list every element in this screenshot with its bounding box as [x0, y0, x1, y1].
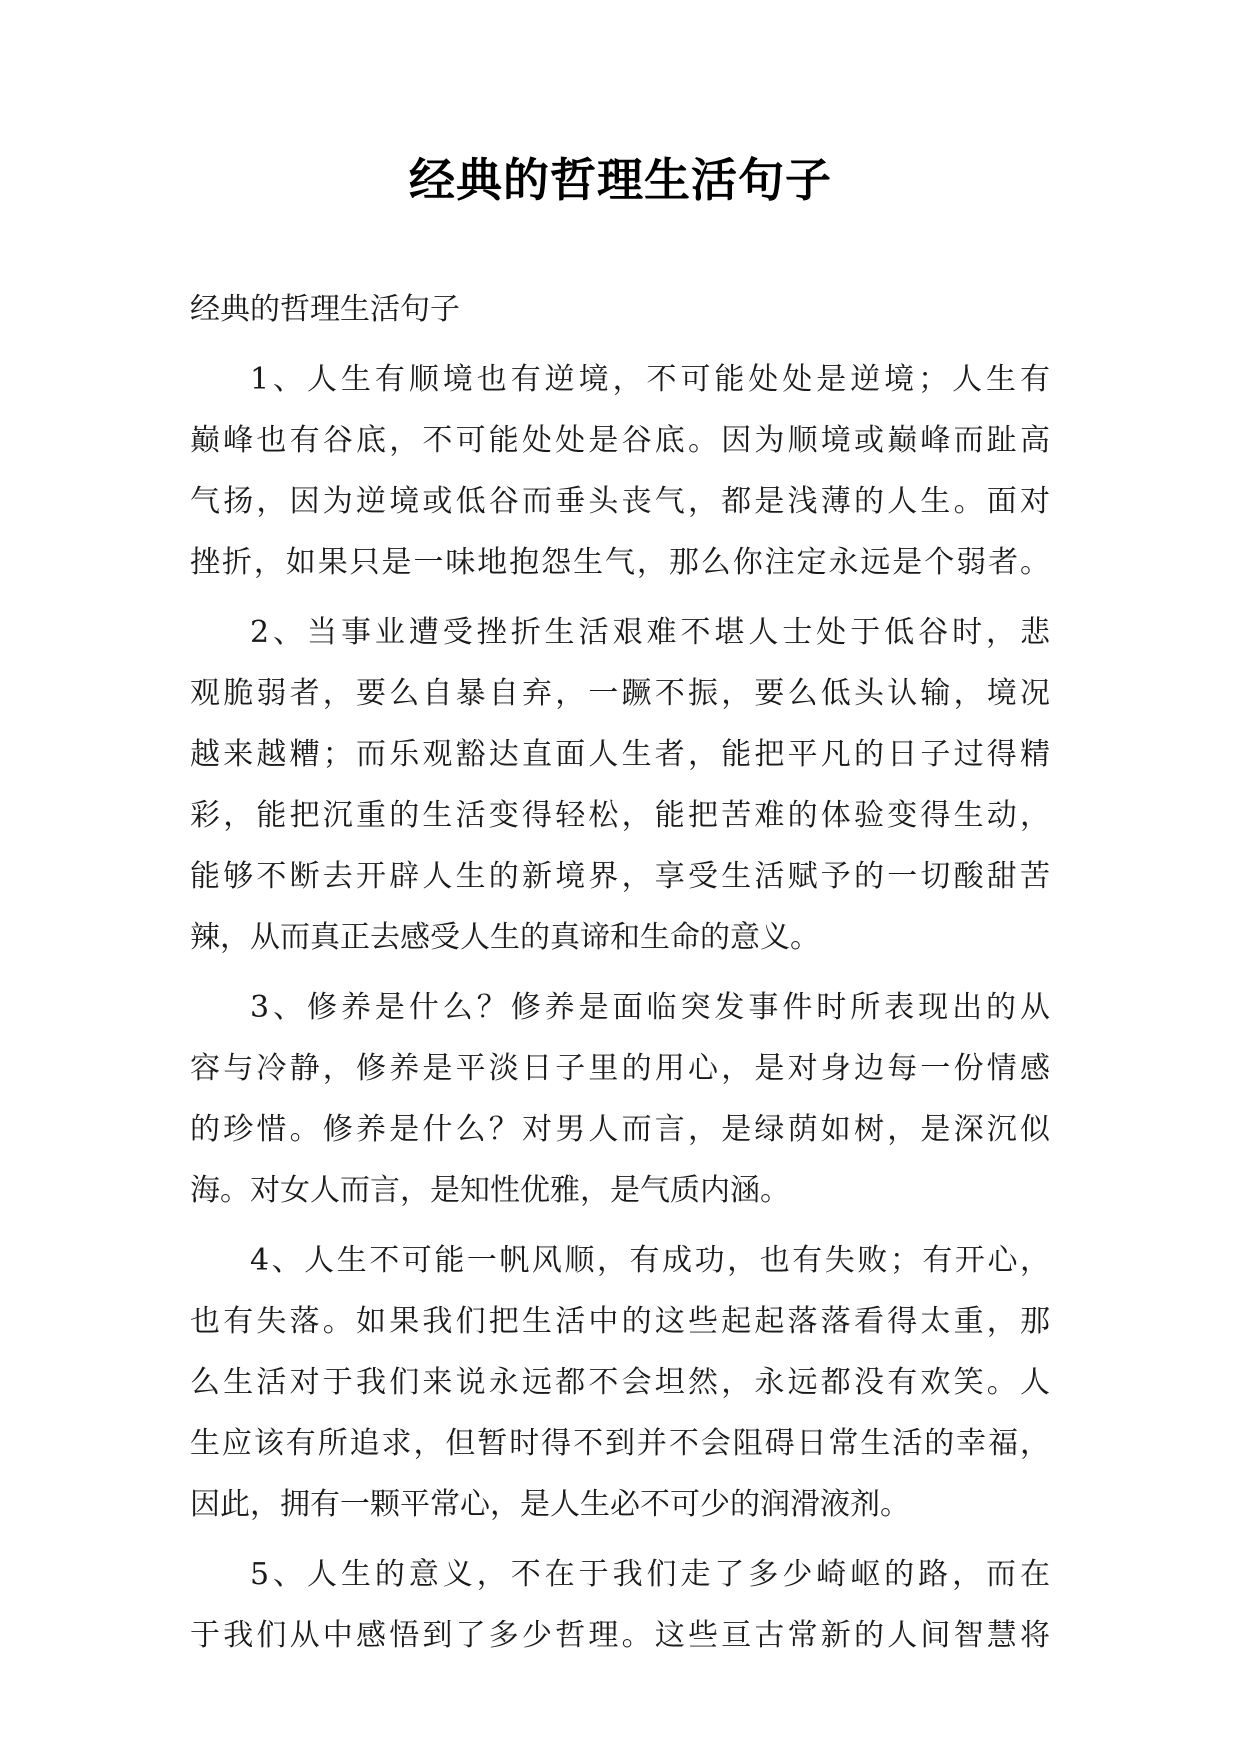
paragraph-1	[190, 349, 1050, 593]
paragraph-line: 巅峰也有谷底，不可能处处是谷底。因为顺境或巅峰而趾高	[190, 423, 1050, 458]
paragraph-2	[190, 602, 1050, 968]
paragraph-4	[190, 1230, 1050, 1535]
paragraph-line: 生应该有所追求，但暂时得不到并不会阻碍日常生活的幸福，	[190, 1426, 1050, 1461]
paragraph-5	[190, 1544, 1050, 1666]
paragraph-line: 辣，从而真正去感受人生的真谛和生命的意义。	[190, 920, 820, 955]
paragraph-line: 越来越糟；而乐观豁达直面人生者，能把平凡的日子过得精	[190, 737, 1050, 772]
document-body	[190, 280, 1050, 1675]
paragraph-line: 3、修养是什么？修养是面临突发事件时所表现出的从	[250, 990, 1050, 1025]
paragraph-line: 气扬，因为逆境或低谷而垂头丧气，都是浅薄的人生。面对	[190, 484, 1050, 519]
paragraph-line: 因此，拥有一颗平常心，是人生必不可少的润滑液剂。	[190, 1487, 910, 1522]
paragraph-line: 挫折，如果只是一味地抱怨生气，那么你注定永远是个弱者。	[190, 545, 1050, 580]
paragraph-line: 4、人生不可能一帆风顺，有成功，也有失败；有开心，	[250, 1243, 1050, 1278]
paragraph-line: 2、当事业遭受挫折生活艰难不堪人士处于低谷时，悲	[250, 615, 1050, 650]
paragraph-line: 能够不断去开辟人生的新境界，享受生活赋予的一切酸甜苦	[190, 859, 1050, 894]
paragraph-line: 于我们从中感悟到了多少哲理。这些亘古常新的人间智慧将	[190, 1618, 1050, 1653]
paragraph-line: 海。对女人而言，是知性优雅，是气质内涵。	[190, 1173, 790, 1208]
paragraph-line: 5、人生的意义，不在于我们走了多少崎岖的路，而在	[250, 1557, 1050, 1592]
paragraph-line: 的珍惜。修养是什么？对男人而言，是绿荫如树，是深沉似	[190, 1112, 1050, 1147]
document-title: 经典的哲理生活句子	[409, 153, 832, 207]
paragraph-line: 1、人生有顺境也有逆境，不可能处处是逆境；人生有	[250, 362, 1050, 397]
paragraph-line: 观脆弱者，要么自暴自弃，一蹶不振，要么低头认输，境况	[190, 676, 1050, 711]
paragraph-line: 容与冷静，修养是平淡日子里的用心，是对身边每一份情感	[190, 1051, 1050, 1086]
paragraph-line: 么生活对于我们来说永远都不会坦然，永远都没有欢笑。人	[190, 1365, 1050, 1400]
paragraph-3	[190, 977, 1050, 1221]
paragraph-line: 也有失落。如果我们把生活中的这些起起落落看得太重，那	[190, 1304, 1050, 1339]
document-subtitle: 经典的哲理生活句子	[190, 292, 460, 327]
paragraph-line: 彩，能把沉重的生活变得轻松，能把苦难的体验变得生动，	[190, 798, 1050, 833]
